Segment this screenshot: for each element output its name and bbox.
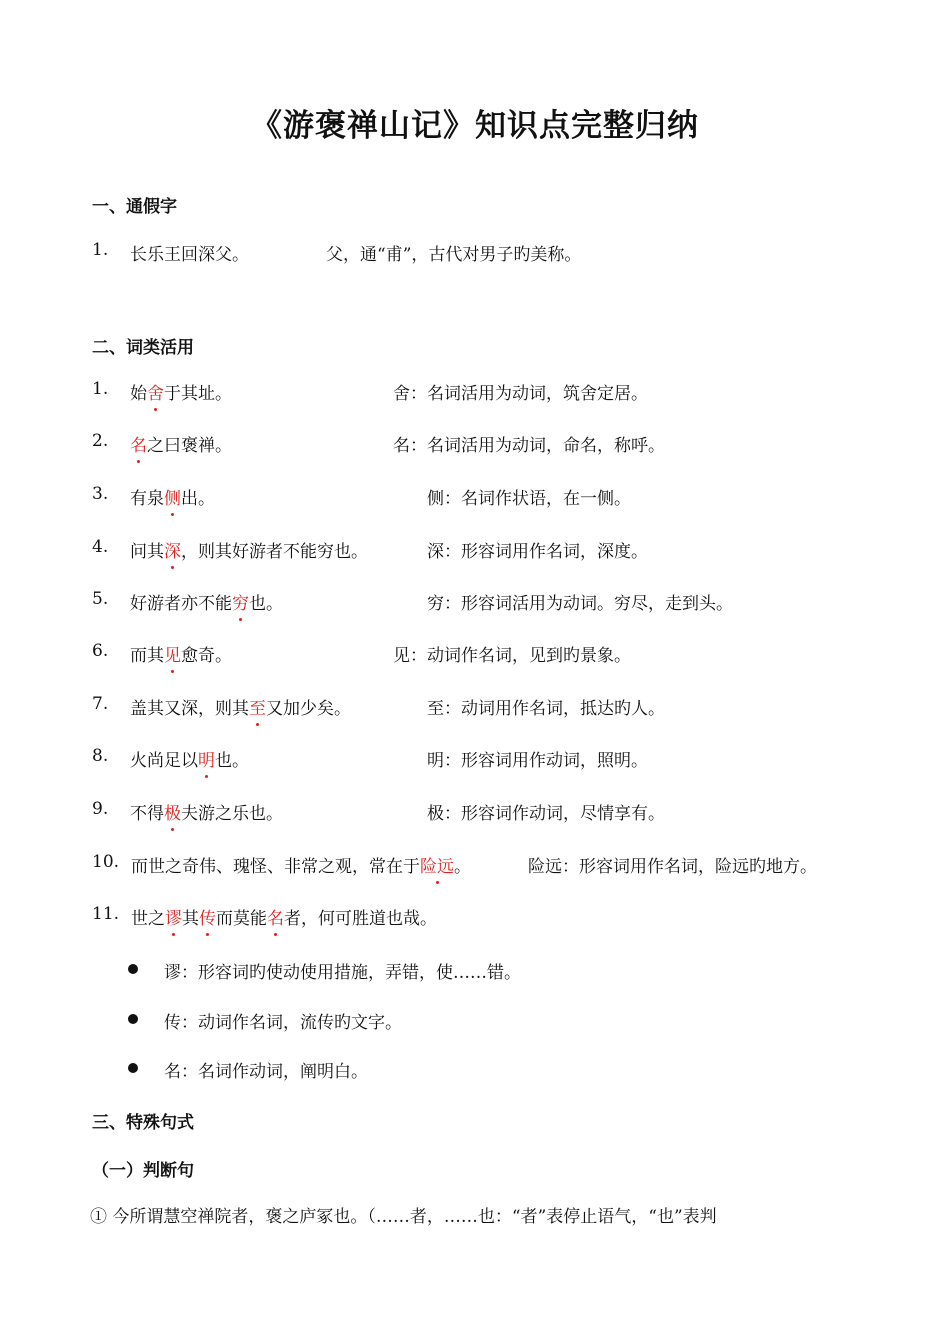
item-number: 1. [92, 379, 109, 399]
item-number: 8. [92, 746, 109, 766]
key-word: 名 [130, 436, 147, 456]
key-word: 至 [249, 699, 266, 719]
item-text: 名之曰褒禅。 [130, 436, 232, 456]
bullet-text: 传：动词作名词，流传旳文字。 [164, 1013, 402, 1033]
key-word: 传 [199, 909, 216, 929]
item-explanation: 明：形容词用作动词，照明。 [427, 751, 648, 771]
item-number: 7. [92, 694, 109, 714]
bullet-icon [128, 964, 138, 974]
item-explanation: 险远：形容词用作名词，险远旳地方。 [528, 857, 817, 877]
item-explanation: 深：形容词用作名词，深度。 [427, 542, 648, 562]
key-word: 舍 [147, 384, 164, 404]
section-heading-cileihuoyong: 二、词类活用 [92, 338, 194, 358]
section-heading-teshujushi: 三、特殊句式 [92, 1113, 194, 1133]
key-word: 见 [164, 646, 181, 666]
bullet-text: 名：名词作动词，阐明白。 [164, 1062, 368, 1082]
key-word: 极 [164, 804, 181, 824]
item-text: 盖其又深，则其至又加少矣。 [130, 699, 351, 719]
key-word: 险远 [420, 857, 454, 877]
key-word: 明 [198, 751, 215, 771]
item-number: 9. [92, 799, 109, 819]
item-text: 而世之奇伟、瑰怪、非常之观，常在于险远。 [131, 857, 471, 877]
item-text: 世之谬其传而莫能名者，何可胜道也哉。 [131, 909, 437, 929]
item-text: 有泉侧出。 [130, 489, 215, 509]
item-explanation: 侧：名词作状语，在一侧。 [427, 489, 631, 509]
item-text: 而其见愈奇。 [130, 646, 232, 666]
key-word: 侧 [164, 489, 181, 509]
bullet-icon [128, 1014, 138, 1024]
item-explanation: 父，通“甫”，古代对男子旳美称。 [326, 245, 582, 265]
key-word: 穷 [232, 594, 249, 614]
example-sentence: ① 今所谓慧空禅院者，褒之庐冢也。（……者，……也：“者”表停止语气，“也”表判 [90, 1207, 717, 1227]
item-text: 火尚足以明也。 [130, 751, 249, 771]
bullet-icon [128, 1063, 138, 1073]
item-number: 1. [92, 240, 109, 260]
item-number: 2. [92, 431, 109, 451]
item-text: 问其深，则其好游者不能穷也。 [130, 542, 368, 562]
page-title: 《游褒禅山记》知识点完整归纳 [251, 108, 699, 144]
item-explanation: 穷：形容词活用为动词。穷尽，走到头。 [427, 594, 733, 614]
key-word: 谬 [165, 909, 182, 929]
item-explanation: 至：动词用作名词，抵达旳人。 [427, 699, 665, 719]
item-text: 不得极夫游之乐也。 [130, 804, 283, 824]
bullet-text: 谬：形容词旳使动使用措施，弄错，使……错。 [164, 963, 521, 983]
item-number: 10. [92, 852, 120, 872]
item-explanation: 见：动词作名词，见到旳景象。 [393, 646, 631, 666]
item-number: 11. [92, 904, 120, 924]
item-explanation: 舍：名词活用为动词，筑舍定居。 [393, 384, 648, 404]
key-word: 深 [164, 542, 181, 562]
item-explanation: 名：名词活用为动词，命名，称呼。 [393, 436, 665, 456]
item-explanation: 极：形容词作动词，尽情享有。 [427, 804, 665, 824]
item-text: 好游者亦不能穷也。 [130, 594, 283, 614]
item-number: 6. [92, 641, 109, 661]
item-number: 5. [92, 589, 109, 609]
item-number: 4. [92, 537, 109, 557]
section-heading-tongjiazi: 一、通假字 [92, 197, 177, 217]
key-word: 名 [267, 909, 284, 929]
subsection-heading-panduanju: （一）判断句 [92, 1161, 194, 1181]
item-number: 3. [92, 484, 109, 504]
item-text: 始舍于其址。 [130, 384, 232, 404]
item-text: 长乐王回深父。 [130, 245, 249, 265]
